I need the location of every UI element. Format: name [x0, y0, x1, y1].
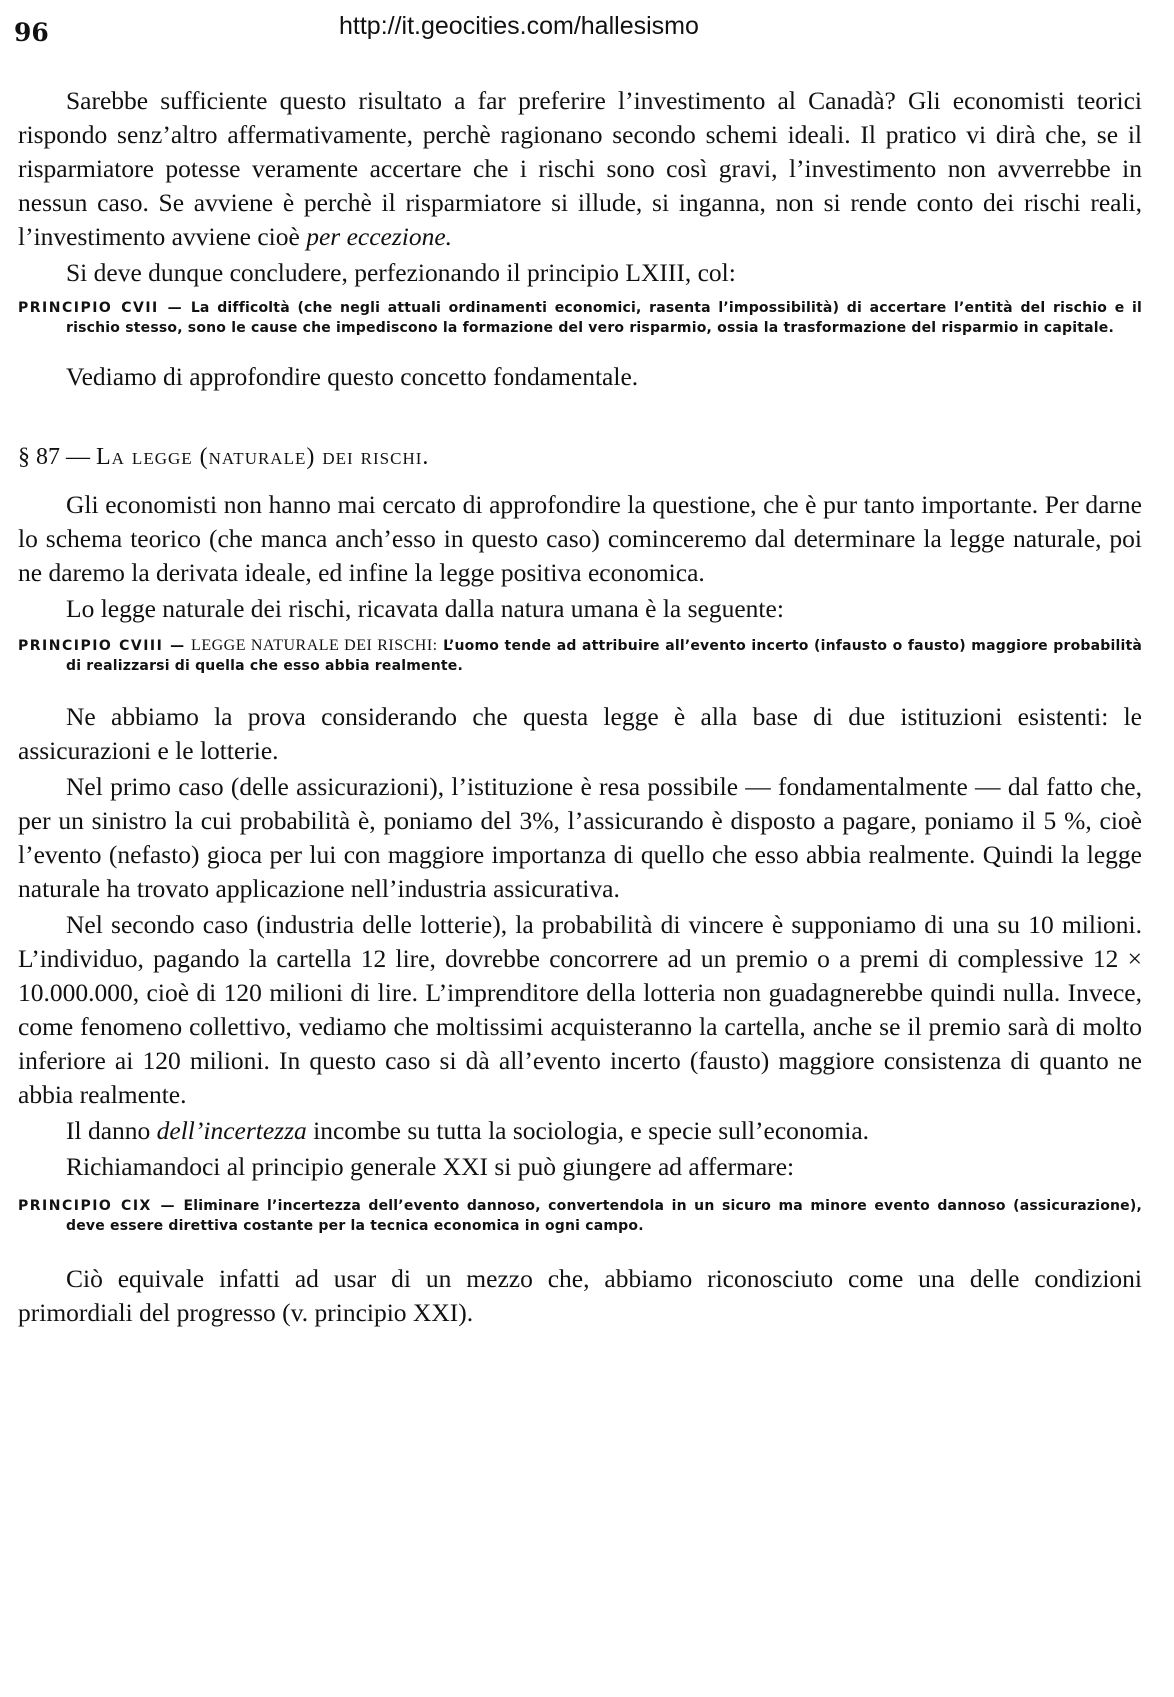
paragraph-9-emphasis: dell’incertezza	[156, 1116, 307, 1145]
paragraph-1-text: Sarebbe sufficiente questo risultato a far preferire l’investimento al Canadà? Gli economisti teorici rispondo senz’altro affermativamente, perchè ragionano secondo schemi ideali. Il pratico vi dirà che, se il risparmiatore potesse veramente accertare che i rischi sono così gravi, l’investimento non avverrebbe in nessun caso. Se avviene è perchè il risparmiatore si illude, si inganna, non si rende conto dei rischi reali, l’investimento avviene cioè	[18, 86, 1142, 251]
header-url: http://it.geocities.com/hallesismo	[339, 12, 699, 40]
paragraph-8: Nel secondo caso (industria delle lotterie), la probabilità di vincere è supponiamo di una su 10 milioni. L’individuo, pagando la cartella 12 lire, dovrebbe concorrere ad un premio o a premi di complessive 12 × 10.000.000, cioè di 120 milioni di lire. L’imprenditore della lotteria non guadagnerebbe quindi nulla. Invece, come fenomeno collettivo, vediamo che moltissimi acquisteranno la cartella, anche se il premio sarà di molto inferiore ai 120 milioni. In questo caso si dà all’evento incerto (fausto) maggiore consistenza di quanto ne abbia realmente.	[18, 910, 1142, 1109]
paragraph-6: Ne abbiamo la prova considerando che questa legge è alla base di due istituzioni esistenti: le assicurazioni e le lotterie.	[18, 702, 1142, 765]
principle-cvii-label: PRINCIPIO CVII —	[18, 300, 184, 316]
principle-cviii-label: PRINCIPIO CVIII —	[18, 638, 186, 654]
paragraph-9-pre: Il danno	[66, 1116, 151, 1145]
page-number: 96	[14, 18, 49, 47]
principle-cviii	[18, 636, 1142, 676]
principle-cvii	[18, 298, 1142, 338]
section-number: § 87 —	[18, 444, 90, 470]
principle-cvii-text: La difficoltà (che negli attuali ordinamenti economici, rasenta l’impossibilità) di accertare l’entità del rischio e il rischio stesso, sono le cause che impediscono la formazione del vero risparmio, ossia la trasformazione del risparmio in capitale.	[66, 300, 1143, 336]
section-heading	[18, 440, 1142, 474]
principle-cix	[18, 1196, 1142, 1236]
paragraph-4: Gli economisti non hanno mai cercato di approfondire la questione, che è pur tanto importante. Per darne lo schema teorico (che manca anch’esso in questo caso) cominceremo dal determinare la legge naturale, poi ne daremo la derivata ideale, ed infine la legge positiva economica.	[18, 490, 1142, 587]
paragraph-11: Ciò equivale infatti ad usar di un mezzo che, abbiamo riconosciuto come una delle condizioni primordiali del progresso (v. principio XXI).	[18, 1264, 1142, 1327]
paragraph-2: Si deve dunque concludere, perfezionando il principio LXIII, col:	[66, 258, 736, 287]
principle-cviii-title: LEGGE NATURALE DEI RISCHI:	[191, 637, 438, 654]
paragraph-1	[18, 84, 1142, 254]
paragraph-10: Richiamandoci al principio generale XXI si può giungere ad affermare:	[66, 1152, 795, 1181]
page-header	[14, 12, 1160, 52]
paragraph-1-emphasis: per eccezione.	[306, 222, 453, 251]
paragraph-7: Nel primo caso (delle assicurazioni), l’istituzione è resa possibile — fondamentalmente — dal fatto che, per un sinistro la cui probabilità è, poniamo del 3%, l’assicurando è disposto a pagare, poniamo il 5 %, cioè l’evento (nefasto) gioca per lui con maggiore importanza di quello che esso abbia realmente. Quindi la legge naturale ha trovato applicazione nell’industria assicurativa.	[18, 772, 1142, 903]
paragraph-3: Vediamo di approfondire questo concetto fondamentale.	[66, 362, 639, 391]
page-body	[18, 84, 1142, 1330]
paragraph-9	[18, 1114, 1142, 1148]
principle-cviii-text: L’uomo tende ad attribuire all’evento incerto (infausto o fausto) maggiore probabilità di realizzarsi di quella che esso abbia realmente.	[66, 638, 1143, 674]
principle-cix-text: Eliminare l’incertezza dell’evento dannoso, convertendola in un sicuro ma minore evento dannoso (assicurazione), deve essere direttiva costante per la tecnica economica in ogni campo.	[66, 1198, 1142, 1234]
section-title: La legge (naturale) dei rischi.	[96, 444, 430, 470]
paragraph-5: Lo legge naturale dei rischi, ricavata dalla natura umana è la seguente:	[66, 594, 784, 623]
principle-cix-label: PRINCIPIO CIX —	[18, 1198, 177, 1214]
paragraph-9-post: incombe su tutta la sociologia, e specie sull’economia.	[313, 1116, 870, 1145]
